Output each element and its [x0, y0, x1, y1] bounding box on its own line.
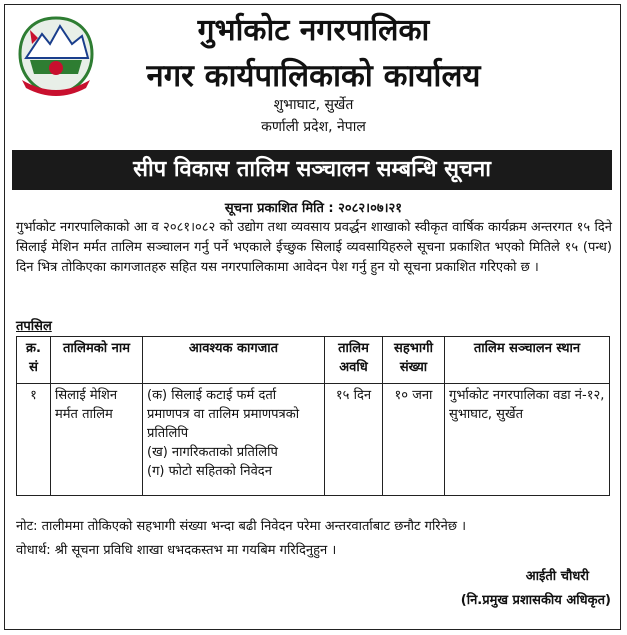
cell-location: गुर्भाकोट नगरपालिका वडा नं-१२, सुभाघाट, सुर्खेत: [445, 384, 610, 496]
header-participants: सहभागी संख्या: [383, 337, 445, 384]
cc-text: वोधार्थ: श्री सूचना प्रविधि शाखा धभदकस्तभ मा गयबिम गरिदिनुहुन ।: [16, 543, 337, 558]
schedule-label: तपसिल: [16, 319, 52, 334]
signatory-designation: (नि.प्रमुख प्रशासकीय अधिकृत): [460, 593, 611, 608]
note-text: नोट: तालीममा तोकिएको सहभागी संख्या भन्दा बढी निवेदन परेमा अन्तरवार्ताबाट छनौट गरिनेछ ।: [16, 519, 467, 534]
training-table: [16, 336, 610, 496]
cell-training-name: सिलाई मेशिन मर्मत तालिम: [51, 384, 143, 496]
signatory-name: आईती चौधरी: [525, 569, 589, 584]
office-address: शुभाघाट, सुर्खेत: [273, 97, 354, 113]
municipality-name: गुर्भाकोट नगरपालिका: [197, 13, 430, 48]
cell-participants: १० जना: [383, 384, 445, 496]
table-header-row: [17, 337, 610, 384]
notice-title: सीप विकास तालिम सञ्चालन सम्बन्धि सूचना: [12, 150, 612, 190]
header-training-name: तालिमको नाम: [51, 337, 143, 384]
cell-duration: १५ दिन: [325, 384, 383, 496]
header-location: तालिम सञ्चालन स्थान: [445, 337, 610, 384]
doc-item: (क) सिलाई कटाई फर्म दर्ता प्रमाणपत्र वा तालिम प्रमाणपत्रको प्रतिलिपि: [147, 388, 300, 441]
body-paragraph: गुर्भाकोट नगरपालिकाको आ व २०८१।०८२ को उद्योग तथा व्यवसाय प्रवर्द्धन शाखाको स्वीकृत वार्षिक कार्यक्रम अन्तरगत १५ दिने सिलाई मेशिन मर्मत तालिम सञ्चालन गर्नु पर्ने भएकाले ईच्छुक सिलाई व्यवसायिहरुले सूचना प्रकाशित भएको मितिले १५ (पन्ध) दिन भित्र तोकिएका कागजातहरु सहित यस नगरपालिकामा आवेदन पेश गर्नु हुन यो सूचना प्रकाशित गरिएको छ ।: [16, 220, 612, 275]
table-row: [17, 384, 610, 496]
office-name: नगर कार्यपालिकाको कार्यालय: [146, 58, 481, 94]
cell-required-docs: [143, 384, 325, 496]
doc-item: (ग) फोटो सहितको निवेदन: [147, 464, 272, 479]
cell-sn: १: [17, 384, 51, 496]
header-required-docs: आवश्यक कागजात: [143, 337, 325, 384]
header-duration: तालिम अवधि: [325, 337, 383, 384]
office-province: कर्णाली प्रदेश, नेपाल: [261, 119, 366, 135]
publish-date: सूचना प्रकाशित मिति : २०८२।०७।२१: [224, 201, 403, 216]
doc-item: (ख) नागरिकताको प्रतिलिपि: [147, 445, 278, 460]
header-sn: क्र. सं: [17, 337, 51, 384]
